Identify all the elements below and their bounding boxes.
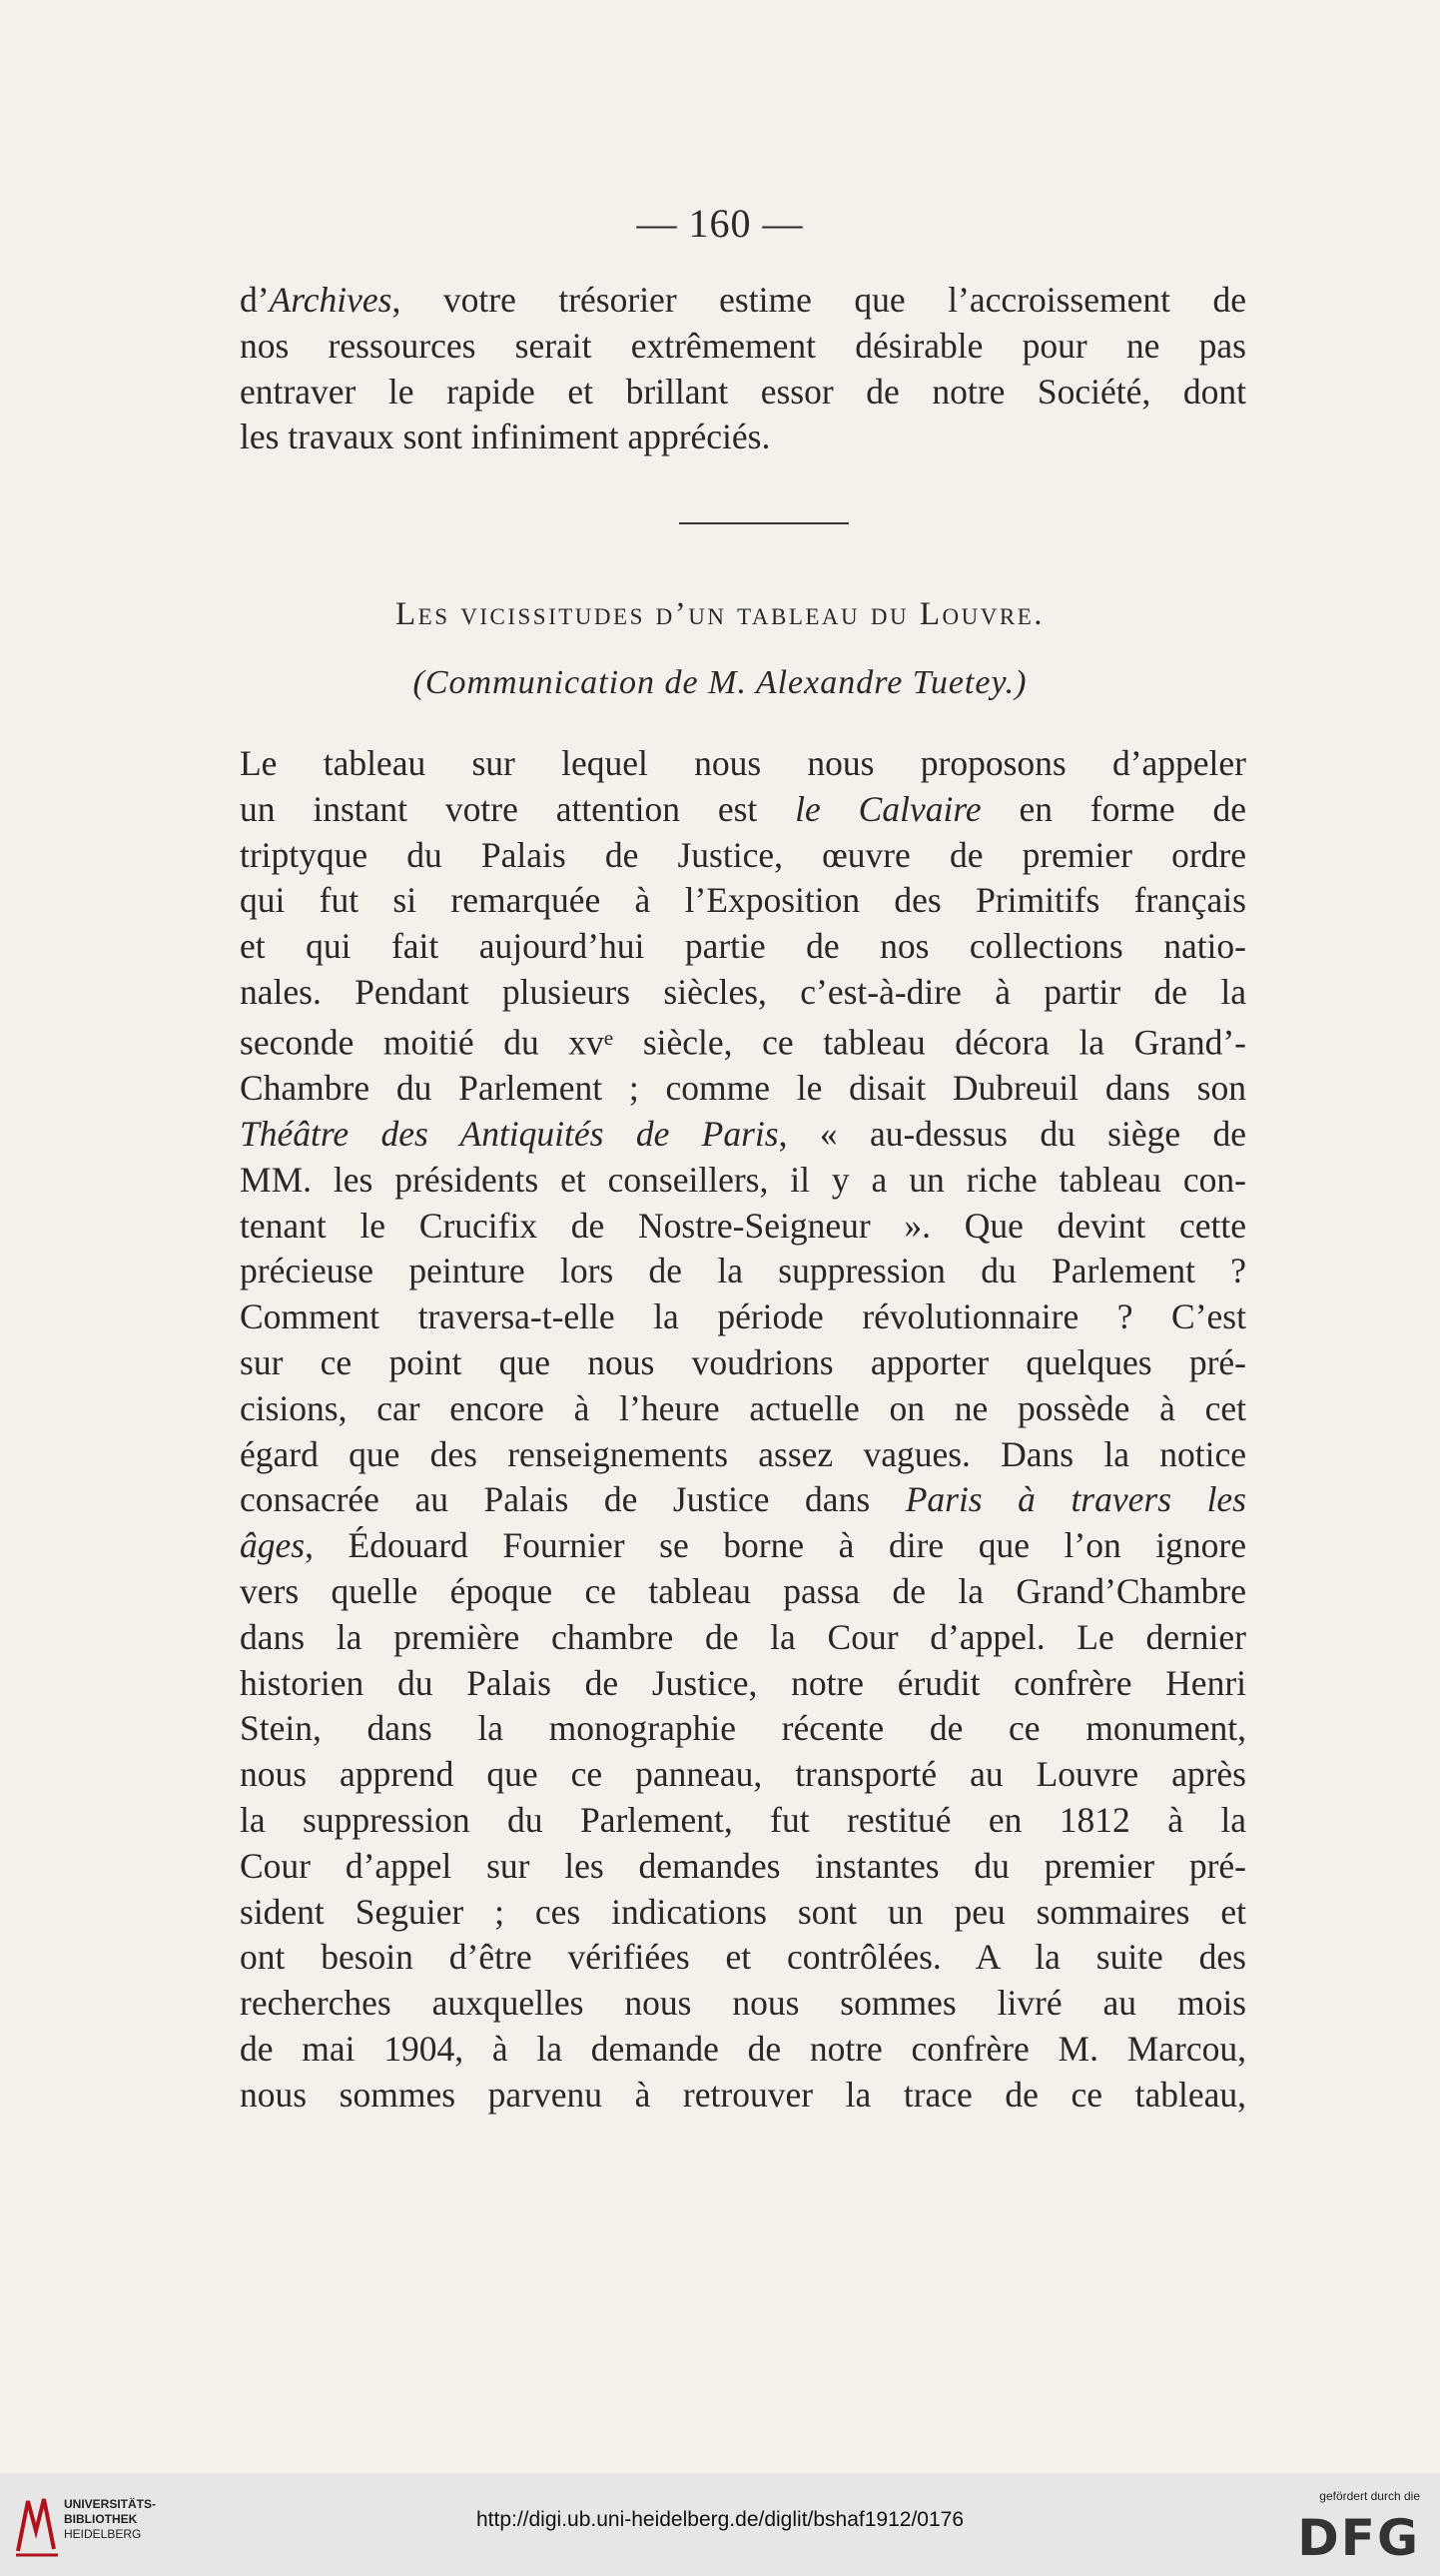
italic-title: Théâtre des Antiquités de Paris (240, 1113, 779, 1154)
library-name-line: BIBLIOTHEK (64, 2512, 138, 2526)
text-line: nous apprend que ce panneau, transporté au Louvre après (240, 1754, 1246, 1795)
text-line: seconde moitié du $xv^e$ siècle, ce tableau décora la Grand’- (240, 1022, 1247, 1063)
italic-title: le Calvaire (795, 788, 982, 829)
text-line: la suppression du Parlement, fut restitué en 1812 à la (240, 1799, 1246, 1840)
italic-title: âges (240, 1525, 306, 1566)
section-subheading: (Communication de M. Alexandre Tuetey.) (412, 664, 1028, 701)
text-line: Théâtre des Antiquités de Paris, « au-dessus du siège de (240, 1113, 1246, 1154)
text-line: les travaux sont infiniment appréciés. (240, 417, 771, 457)
intro-paragraph (240, 278, 1246, 460)
permalink-url[interactable]: http://digi.ub.uni-heidelberg.de/diglit/bshaf1912/0176 (475, 2508, 965, 2531)
library-name-line: UNIVERSITÄTS- (64, 2497, 157, 2511)
body-paragraph (240, 741, 1246, 2118)
text-line: nales. Pendant plusieurs siècles, c’est-à-dire à partir de la (240, 971, 1246, 1012)
text-line: MM. les présidents et conseillers, il y a un riche tableau con- (240, 1159, 1246, 1200)
text-line: Le tableau sur lequel nous nous proposons d’appeler (240, 743, 1246, 783)
text-line: recherches auxquelles nous nous sommes livré au mois (240, 1983, 1246, 2024)
text-line: triptyque du Palais de Justice, œuvre de premier ordre (240, 834, 1246, 875)
library-name-line: HEIDELBERG (64, 2527, 142, 2541)
text-line: de mai 1904, à la demande de notre confrère M. Marcou, (240, 2028, 1246, 2069)
text-line: Stein, dans la monographie récente de ce monument, (240, 1708, 1246, 1749)
text-line: consacrée au Palais de Justice dans Paris à travers les (240, 1479, 1246, 1520)
text-line: précieuse peinture lors de la suppression du Parlement ? (240, 1251, 1246, 1291)
text-line: égard que des renseignements assez vagues. Dans la notice (240, 1433, 1246, 1474)
text-line: historien du Palais de Justice, notre érudit confrère Henri (240, 1662, 1246, 1703)
text-line: tenant le Crucifix de Nostre-Seigneur ». Que devint cette (240, 1205, 1246, 1246)
italic-title: Paris à travers les (905, 1479, 1246, 1520)
text-line: nous sommes parvenu à retrouver la trace de ce tableau, (240, 2074, 1246, 2115)
text-line: qui fut si remarquée à l’Exposition des Primitifs français (240, 880, 1246, 921)
section-heading: Les vicissitudes d’un tableau du Louvre. (394, 596, 1045, 632)
text-line: et qui fait aujourd’hui partie de nos collections natio- (240, 926, 1246, 967)
text-line: ont besoin d’être vérifiées et contrôlées. A la suite des (240, 1937, 1246, 1978)
text-line: Comment traversa-t-elle la période révolutionnaire ? C’est (240, 1296, 1246, 1337)
dfg-logo: DFG (1297, 2509, 1420, 2567)
page-number: — 160 — (636, 201, 804, 246)
text-line: nos ressources serait extrêmement désirable pour ne pas (240, 325, 1246, 366)
text-line: Cour d’appel sur les demandes instantes du premier pré- (240, 1845, 1246, 1886)
text-line: entraver le rapide et brillant essor de notre Société, dont (240, 371, 1246, 412)
text-line: cisions, car encore à l’heure actuelle on ne possède à cet (240, 1387, 1246, 1428)
text-line: âges, Édouard Fournier se borne à dire que l’on ignore (240, 1525, 1246, 1566)
superscript: e (603, 1025, 614, 1050)
text-line: dans la première chambre de la Cour d’appel. Le dernier (240, 1616, 1246, 1657)
text-line: Chambre du Parlement ; comme le disait Dubreuil dans son (240, 1068, 1246, 1109)
section-divider (679, 522, 849, 524)
text-line: un instant votre attention est le Calvaire en forme de (240, 788, 1246, 829)
digitization-footer (0, 2473, 1440, 2576)
text-line: vers quelle époque ce tableau passa de la Grand’Chambre (240, 1570, 1246, 1611)
text-line: sident Seguier ; ces indications sont un peu sommaires et (240, 1891, 1246, 1932)
funding-caption: gefördert durch die (1319, 2489, 1420, 2503)
text-line: d’Archives, votre trésorier estime que l’accroissement de (240, 280, 1246, 320)
text-line: sur ce point que nous voudrions apporter quelques pré- (240, 1341, 1246, 1382)
italic-archives: Archives (269, 280, 392, 320)
